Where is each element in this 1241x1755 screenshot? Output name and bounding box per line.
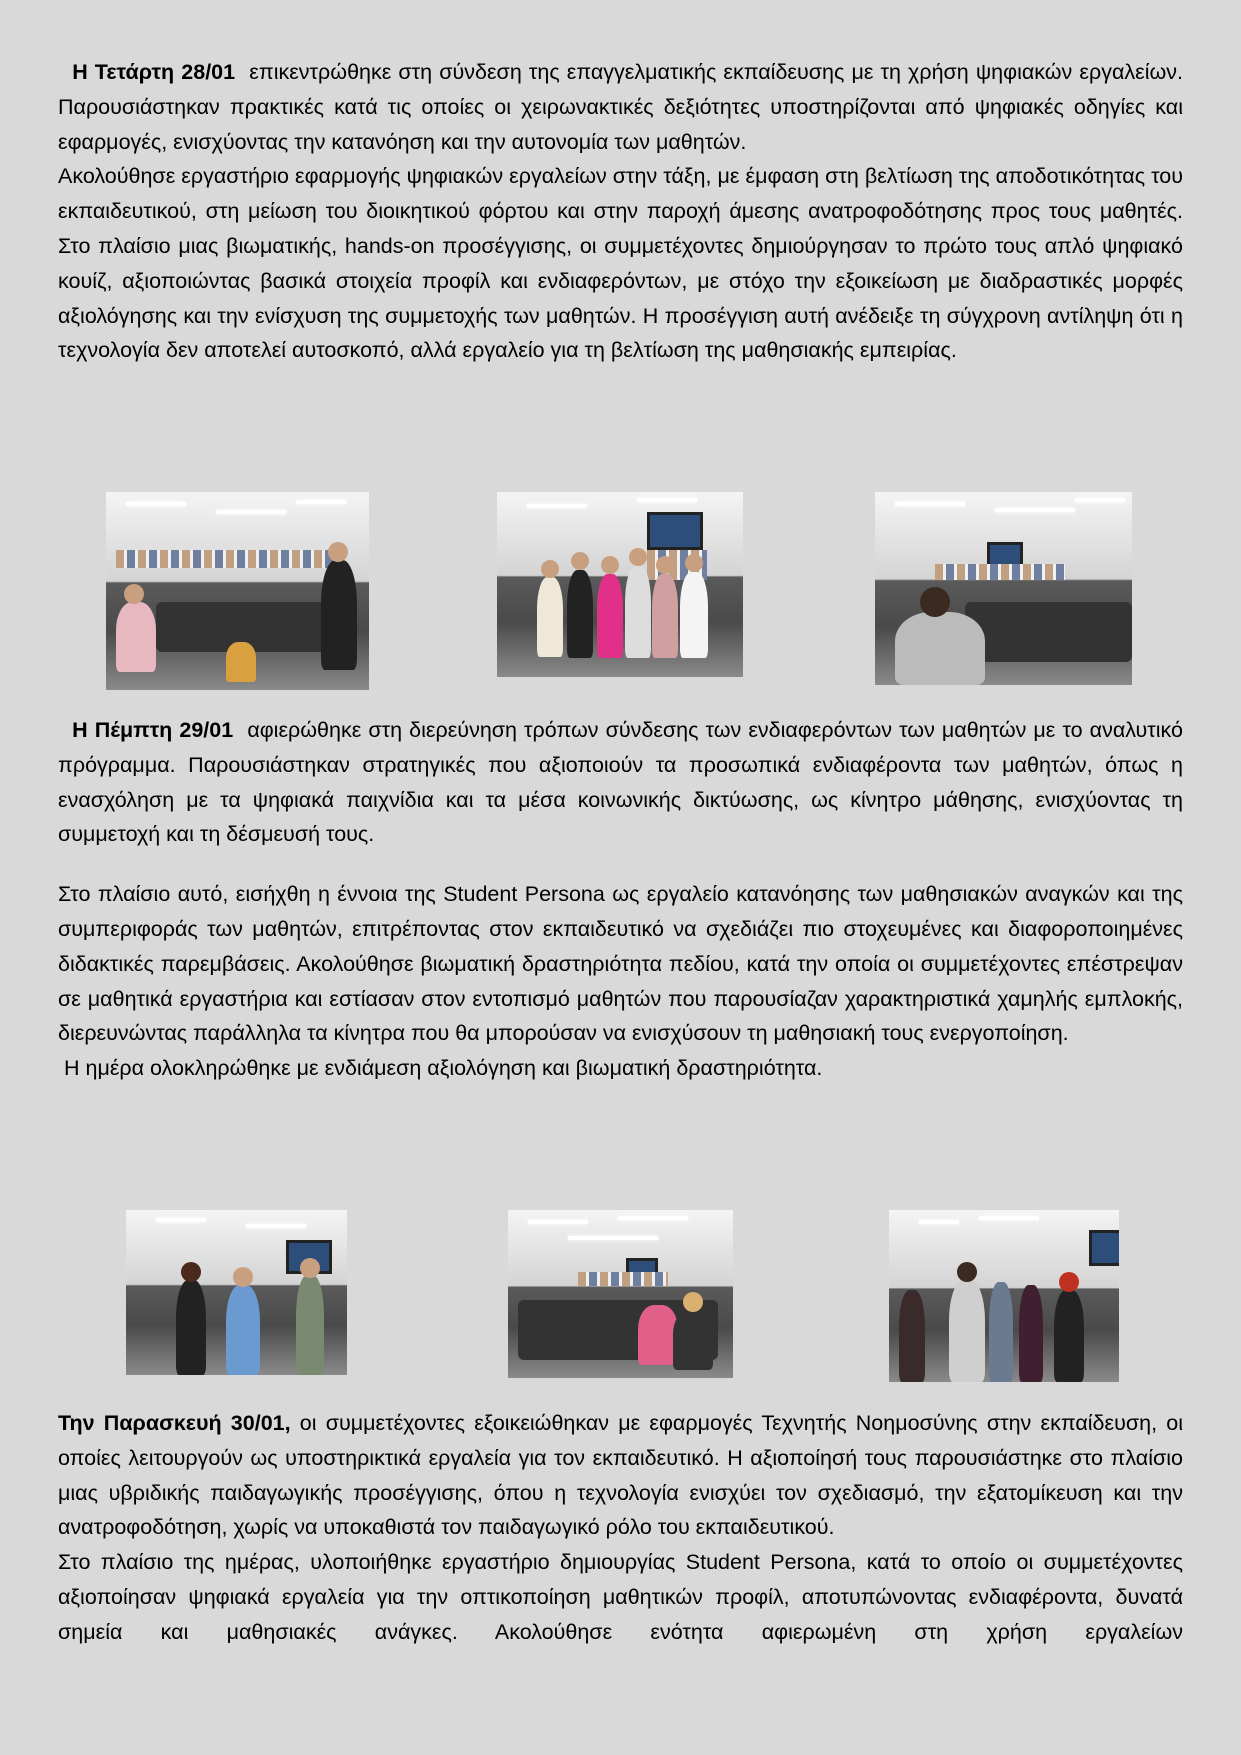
- friday-intro-text: οι συμμετέχοντες εξοικειώθηκαν με εφαρμογές Τεχνητής Νοημοσύνης στην εκπαίδευση, οι οποίες λειτουργούν ως υποστηρικτικά εργαλεία για τον εκπαιδευτικό. Η αξιοποίησή τους παρουσιάστηκε στο πλαίσιο μιας υβριδικής παιδαγωγικής προσέγγισης, όπου η τεχνολογία ενισχύει τον σχεδιασμό, την εξατομίκευση και την ανατροφοδότηση, χωρίς να υποκαθιστά τον παιδαγωγικό ρόλο του εκπαιδευτικού.: [58, 1411, 1183, 1540]
- gathering-photo: [889, 1210, 1119, 1382]
- wednesday-workshop-paragraph: Ακολούθησε εργαστήριο εφαρμογής ψηφιακών εργαλείων στην τάξη, με έμφαση στη βελτίωση της αποδοτικότητας του εκπαιδευτικού, στη μείωση του διοικητικού φόρτου και στην παροχή άμεσης ανατροφοδότησης προς τους μαθητές. Στο πλαίσιο μιας βιωματικής, hands-on προσέγγισης, οι συμμετέχοντες δημιούργησαν το πρώτο τους απλό ψηφιακό κουίζ, αξιοποιώντας βασικά στοιχεία προφίλ και ενδιαφερόντων, με στόχο την εξοικείωση με διαδραστικές μορφές αξιολόγησης και την ενίσχυση της συμμετοχής των μαθητών. Η προσέγγιση αυτή ανέδειξε τη σύγχρονη αντίληψη ότι η τεχνολογία δεν αποτελεί αυτοσκοπό, αλλά εργαλείο για τη βελτίωση της μαθησιακής εμπειρίας.: [58, 164, 1183, 363]
- classroom-photo: [106, 492, 369, 690]
- lab-photo: [508, 1210, 733, 1378]
- thursday-intro-paragraph: [58, 713, 1183, 852]
- section-wednesday: [58, 55, 1183, 368]
- workshop-photo: [875, 492, 1132, 685]
- discussion-photo: [126, 1210, 347, 1375]
- wednesday-day-label: Η Τετάρτη 28/01: [72, 60, 236, 84]
- thursday-closing-text: Η ημέρα ολοκληρώθηκε με ενδιάμεση αξιολόγηση και βιωματική δραστηριότητα.: [63, 1056, 823, 1081]
- section-friday: [58, 1406, 1183, 1650]
- thursday-day-label: Η Πέμπτη 29/01: [72, 718, 234, 742]
- thursday-persona-paragraph: Στο πλαίσιο αυτό, εισήχθη η έννοια της Student Persona ως εργαλείο κατανόησης των μαθησιακών αναγκών και της συμπεριφοράς των μαθητών, επιτρέποντας στον εκπαιδευτικό να σχεδιάζει πιο στοχευμένες και διαφοροποιημένες διδακτικές παρεμβάσεις. Ακολούθησε βιωματική δραστηριότητα πεδίου, κατά την οποία οι συμμετέχοντες επέστρεψαν σε μαθητικά εργαστήρια και εστίασαν στον εντοπισμό μαθητών που παρουσίαζαν χαρακτηριστικά χαμηλής εμπλοκής, διερευνώντας παράλληλα τα κίνητρα που θα μπορούσαν να ενισχύσουν τη μαθησιακή τους ενεργοποίηση.: [58, 882, 1183, 1046]
- friday-workshop-paragraph: Στο πλαίσιο της ημέρας, υλοποιήθηκε εργαστήριο δημιουργίας Student Persona, κατά το οποίο οι συμμετέχοντες αξιοποίησαν ψηφιακά εργαλεία για την οπτικοποίηση μαθητικών προφίλ, αποτυπώνοντας ενδιαφέροντα, δυνατά σημεία και μαθησιακές ανάγκες. Ακολούθησε ενότητα αφιερωμένη στη χρήση εργαλείων: [58, 1550, 1183, 1644]
- thursday-intro-text: αφιερώθηκε στη διερεύνηση τρόπων σύνδεσης των ενδιαφερόντων των μαθητών με το αναλυτικό πρόγραμμα. Παρουσιάστηκαν στρατηγικές που αξιοποιούν τα προσωπικά ενδιαφέροντα των μαθητών, όπως η ενασχόληση με τα ψηφιακά παιχνίδια και τα μέσα κοινωνικής δικτύωσης, ως κίνητρο μάθησης, ενισχύοντας τη συμμετοχή και τη δέσμευσή τους.: [58, 718, 1183, 847]
- wednesday-intro-text: επικεντρώθηκε στη σύνδεση της επαγγελματικής εκπαίδευσης με τη χρήση ψηφιακών εργαλείων. Παρουσιάστηκαν πρακτικές κατά τις οποίες οι χειρωνακτικές δεξιότητες υποστηρίζονται από ψηφιακές οδηγίες και εφαρμογές, ενισχύοντας την κατανόηση και την αυτονομία των μαθητών.: [58, 60, 1184, 154]
- thursday-closing-paragraph: [58, 1051, 1183, 1086]
- friday-day-label: Την Παρασκευή 30/01,: [58, 1411, 291, 1435]
- wednesday-intro-paragraph: [58, 55, 1183, 159]
- section-thursday: [58, 713, 1183, 1086]
- group-photo: [497, 492, 743, 677]
- friday-intro-paragraph: [58, 1406, 1183, 1545]
